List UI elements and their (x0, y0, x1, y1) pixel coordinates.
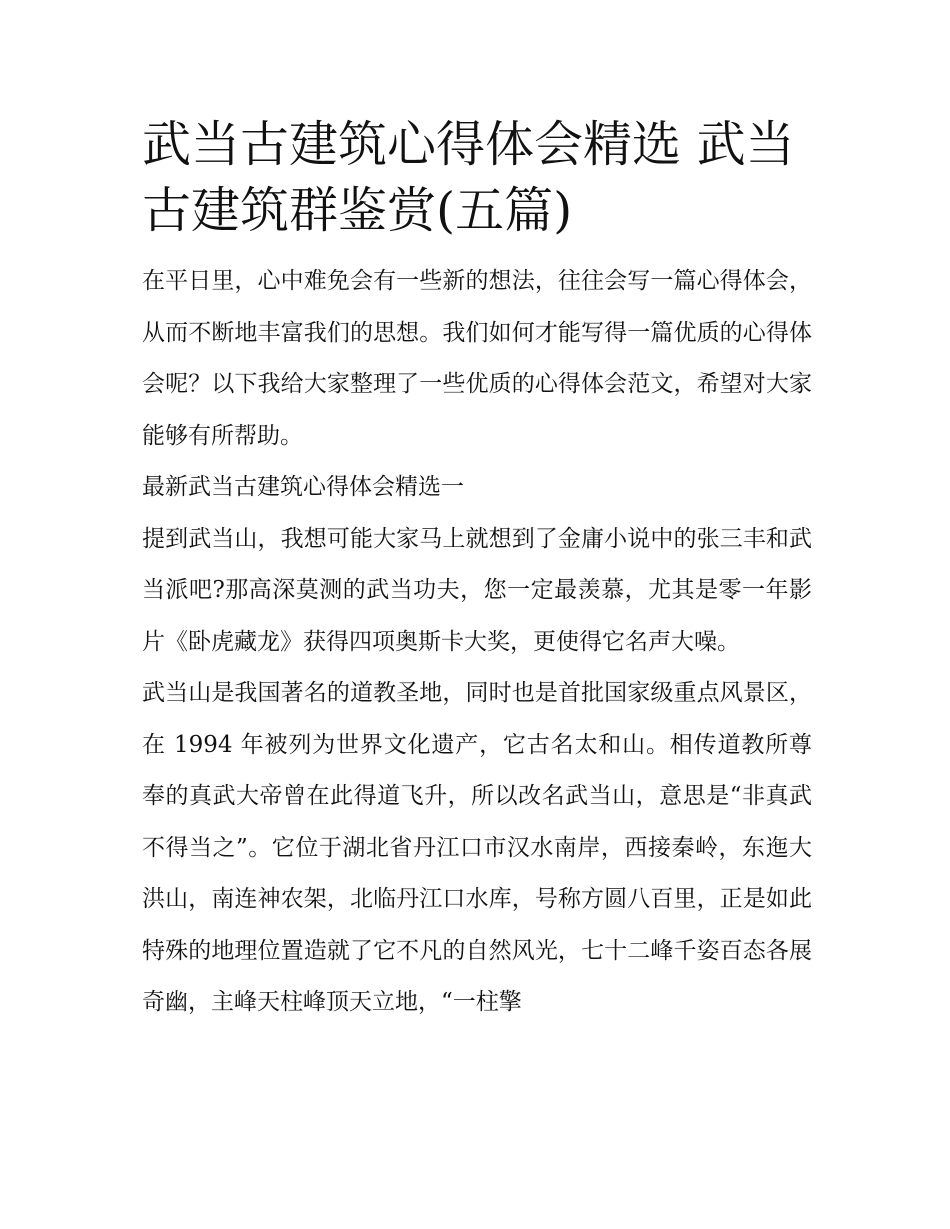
body-paragraph: 提到武当山，我想可能大家马上就想到了金庸小说中的张三丰和武当派吧?那高深莫测的武当功夫，您一定最羡慕，尤其是零一年影片《卧虎藏龙》获得四项奥斯卡大奖，更使得它名声大噪。 (142, 525, 812, 655)
section-heading: 最新武当古建筑心得体会精选一 (142, 474, 464, 500)
body-paragraph: 武当山是我国著名的道教圣地，同时也是首批国家级重点风景区，在 1994 年被列为世界文化遗产，它古名太和山。相传道教所尊奉的真武大帝曾在此得道飞升，所以改名武当山，意思是“非真武不得当之”。它位于湖北省丹江口市汉水南岸，西接秦岭，东迤大洪山，南连神农架，北临丹江口水库，号称方圆八百里，正是如此特殊的地理位置造就了它不凡的自然风光，七十二峰千姿百态各展奇幽，主峰天柱峰顶天立地，“一柱擎 (142, 680, 812, 1015)
document-title: 武当古建筑心得体会精选 武当古建筑群鉴赏(五篇) (142, 116, 795, 239)
document-content (142, 112, 812, 1029)
intro-paragraph: 在平日里，心中难免会有一些新的想法，往往会写一篇心得体会，从而不断地丰富我们的思想。我们如何才能写得一篇优质的心得体会呢？以下我给大家整理了一些优质的心得体会范文，希望对大家能够有所帮助。 (142, 268, 812, 449)
title-spacer (142, 244, 812, 256)
